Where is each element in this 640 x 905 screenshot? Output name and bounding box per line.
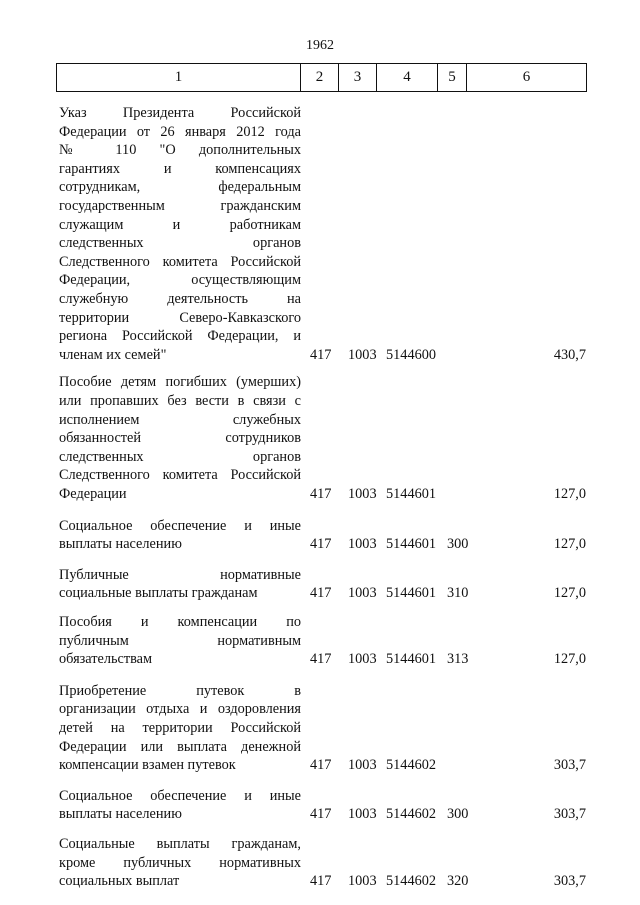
description-line: Федерации, осуществляющим <box>59 272 301 289</box>
column-header-4: 4 <box>377 64 438 92</box>
description-line: сотрудникам, федеральным <box>59 179 301 196</box>
description-line: следственных органов <box>59 235 301 252</box>
row-cell-c2: 417 <box>310 536 332 553</box>
row-cell-c6: 127,0 <box>553 651 586 668</box>
description-line: Следственного комитета Российской <box>59 467 301 484</box>
row-cell-c4: 5144601 <box>386 536 437 553</box>
row-cell-c2: 417 <box>310 346 332 363</box>
description-line: территории Северо-Кавказского <box>59 309 301 326</box>
table-row <box>0 104 640 364</box>
row-description <box>59 373 301 503</box>
row-cell-c6: 127,0 <box>553 485 586 502</box>
row-cell-c2: 417 <box>310 651 332 668</box>
table-row <box>0 682 640 775</box>
description-line: кроме публичных нормативных <box>59 854 301 871</box>
description-line: № 110 "О дополнительных <box>59 142 301 159</box>
column-header-5: 5 <box>438 64 467 92</box>
description-line: выплаты населению <box>59 806 182 823</box>
table-row <box>0 613 640 669</box>
row-description <box>59 613 301 669</box>
row-cell-c4: 5144600 <box>386 346 437 363</box>
row-cell-c2: 417 <box>310 585 332 602</box>
description-line: компенсации взамен путевок <box>59 757 236 774</box>
row-description <box>59 566 301 603</box>
row-cell-c5: 320 <box>447 873 469 890</box>
row-cell-c5: 300 <box>447 536 469 553</box>
description-line: Следственного комитета Российской <box>59 253 301 270</box>
table-row <box>0 566 640 603</box>
row-description <box>59 104 301 364</box>
description-line: публичным нормативным <box>59 632 301 649</box>
column-header-2: 2 <box>301 64 339 92</box>
row-cell-c4: 5144602 <box>386 757 437 774</box>
row-cell-c2: 417 <box>310 806 332 823</box>
description-line: Пособия и компенсации по <box>59 614 301 630</box>
page-number: 1962 <box>306 38 334 53</box>
description-line: Социальное обеспечение и иные <box>59 787 301 804</box>
description-line: детей на территории Российской <box>59 719 301 736</box>
row-cell-c3: 1003 <box>348 873 377 890</box>
row-cell-c4: 5144602 <box>386 806 437 823</box>
description-line: государственным гражданским <box>59 197 301 214</box>
row-cell-c4: 5144601 <box>386 585 437 602</box>
description-line: следственных органов <box>59 448 301 465</box>
description-line: Федерации от 26 января 2012 года <box>59 123 301 140</box>
row-cell-c6: 303,7 <box>553 873 586 890</box>
row-cell-c3: 1003 <box>348 806 377 823</box>
description-line: Социальные выплаты гражданам, <box>59 836 301 852</box>
row-description <box>59 835 301 891</box>
description-line: Публичные нормативные <box>59 566 301 583</box>
description-line: исполнением служебных <box>59 411 301 428</box>
row-cell-c3: 1003 <box>348 757 377 774</box>
row-description <box>59 517 301 554</box>
row-description <box>59 682 301 775</box>
description-line: организации отдыха и оздоровления <box>59 701 301 718</box>
description-line: членам их семей" <box>59 346 167 363</box>
description-line: Приобретение путевок в <box>59 682 301 699</box>
column-header-row <box>57 64 587 92</box>
row-cell-c6: 127,0 <box>553 585 586 602</box>
table-row <box>0 373 640 503</box>
description-line: обязательствам <box>59 651 153 668</box>
row-cell-c5: 313 <box>447 651 469 668</box>
row-cell-c2: 417 <box>310 757 332 774</box>
row-cell-c4: 5144602 <box>386 873 437 890</box>
description-line: Пособие детям погибших (умерших) <box>59 374 301 391</box>
description-line: Федерации или выплата денежной <box>59 738 301 755</box>
description-line: Указ Президента Российской <box>59 105 301 121</box>
column-header-1: 1 <box>57 64 301 92</box>
description-line: или пропавших без вести в связи с <box>59 392 301 409</box>
description-line: выплаты населению <box>59 536 182 553</box>
row-cell-c5: 300 <box>447 806 469 823</box>
row-cell-c3: 1003 <box>348 346 377 363</box>
column-header-3: 3 <box>339 64 377 92</box>
row-cell-c3: 1003 <box>348 651 377 668</box>
row-description <box>59 787 301 824</box>
table-row <box>0 517 640 554</box>
row-cell-c6: 430,7 <box>553 346 586 363</box>
row-cell-c6: 127,0 <box>553 536 586 553</box>
description-line: Федерации <box>59 485 127 502</box>
description-line: Социальное обеспечение и иные <box>59 517 301 534</box>
row-cell-c3: 1003 <box>348 585 377 602</box>
description-line: региона Российской Федерации, и <box>59 328 301 345</box>
table-row <box>0 835 640 891</box>
row-cell-c3: 1003 <box>348 536 377 553</box>
description-line: служебную деятельность на <box>59 290 301 307</box>
row-cell-c4: 5144601 <box>386 485 437 502</box>
row-cell-c3: 1003 <box>348 485 377 502</box>
description-line: гарантиях и компенсациях <box>59 160 301 177</box>
description-line: социальных выплат <box>59 873 180 890</box>
description-line: социальные выплаты гражданам <box>59 585 258 602</box>
row-cell-c4: 5144601 <box>386 651 437 668</box>
row-cell-c5: 310 <box>447 585 469 602</box>
description-line: обязанностей сотрудников <box>59 430 301 447</box>
column-header-6: 6 <box>467 64 587 92</box>
column-header-table <box>56 63 587 92</box>
row-cell-c2: 417 <box>310 485 332 502</box>
table-row <box>0 787 640 824</box>
row-cell-c6: 303,7 <box>553 806 586 823</box>
row-cell-c6: 303,7 <box>553 757 586 774</box>
row-cell-c2: 417 <box>310 873 332 890</box>
description-line: служащим и работникам <box>59 216 301 233</box>
